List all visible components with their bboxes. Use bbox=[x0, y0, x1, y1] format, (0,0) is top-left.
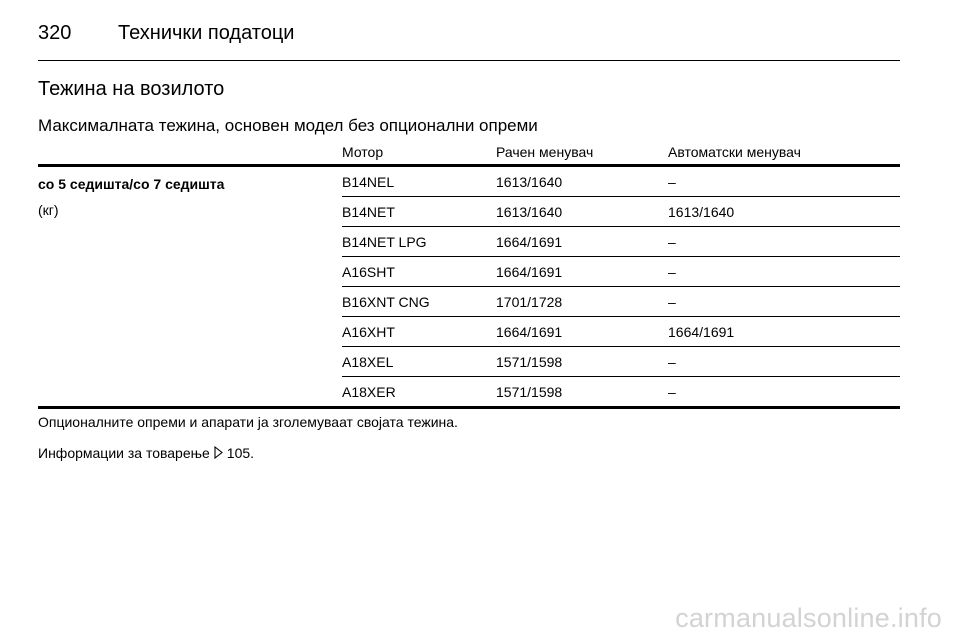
cell-engine: B16XNT CNG bbox=[342, 294, 430, 310]
cell-engine: B14NET LPG bbox=[342, 234, 427, 250]
row-group-label bbox=[38, 171, 328, 223]
notes bbox=[38, 412, 900, 475]
vehicle-weight-table bbox=[38, 140, 900, 409]
table-bottom-rule bbox=[38, 406, 900, 409]
note-loading-page-link[interactable]: 105. bbox=[226, 445, 255, 461]
column-header-engine: Мотор bbox=[342, 144, 384, 160]
note-loading-information bbox=[38, 443, 900, 464]
page-reference-arrow-icon[interactable] bbox=[214, 444, 223, 464]
cell-engine: B14NEL bbox=[342, 174, 395, 190]
cell-engine: B14NET bbox=[342, 204, 395, 220]
section-title: Тежина на возилото bbox=[38, 78, 225, 100]
chapter-title: Технички податоци bbox=[118, 22, 295, 44]
cell-manual: 1613/1640 bbox=[496, 174, 563, 190]
table-body bbox=[38, 167, 900, 406]
cell-manual: 1664/1691 bbox=[496, 234, 563, 250]
note-loading-text: Информации за товарење bbox=[38, 445, 210, 461]
cell-manual: 1701/1728 bbox=[496, 294, 563, 310]
cell-manual: 1571/1598 bbox=[496, 384, 563, 400]
cell-engine: A18XER bbox=[342, 384, 396, 400]
cell-automatic: – bbox=[668, 384, 676, 400]
table-row bbox=[342, 257, 900, 287]
seat-configuration-label: со 5 седишта/со 7 седишта bbox=[38, 176, 225, 192]
table-row bbox=[342, 227, 900, 257]
unit-label: (кг) bbox=[38, 202, 59, 218]
cell-automatic: – bbox=[668, 264, 676, 280]
page-number: 320 bbox=[38, 22, 72, 44]
cell-automatic: – bbox=[668, 174, 676, 190]
column-header-automatic: Автоматски менувач bbox=[668, 144, 801, 160]
table-row bbox=[342, 197, 900, 227]
cell-engine: A16SHT bbox=[342, 264, 395, 280]
cell-manual: 1571/1598 bbox=[496, 354, 563, 370]
table-row bbox=[342, 347, 900, 377]
column-header-manual: Рачен менувач bbox=[496, 144, 594, 160]
cell-automatic: 1664/1691 bbox=[668, 324, 735, 340]
table-header-row bbox=[38, 140, 900, 164]
table-row bbox=[342, 377, 900, 406]
cell-manual: 1664/1691 bbox=[496, 264, 563, 280]
cell-manual: 1613/1640 bbox=[496, 204, 563, 220]
table-row bbox=[342, 317, 900, 347]
cell-automatic: 1613/1640 bbox=[668, 204, 735, 220]
cell-automatic: – bbox=[668, 354, 676, 370]
cell-automatic: – bbox=[668, 234, 676, 250]
cell-manual: 1664/1691 bbox=[496, 324, 563, 340]
data-rows bbox=[342, 167, 900, 406]
cell-engine: A18XEL bbox=[342, 354, 394, 370]
table-row bbox=[342, 167, 900, 197]
cell-engine: A16XHT bbox=[342, 324, 395, 340]
note-optional-equipment: Опционалните опреми и апарати ја зголемуваат својата тежина. bbox=[38, 414, 458, 430]
table-row bbox=[342, 287, 900, 317]
cell-automatic: – bbox=[668, 294, 676, 310]
header-divider bbox=[38, 60, 900, 61]
watermark: carmanualsonline.info bbox=[675, 603, 942, 633]
table-caption: Максималната тежина, основен модел без опционални опреми bbox=[38, 116, 538, 135]
